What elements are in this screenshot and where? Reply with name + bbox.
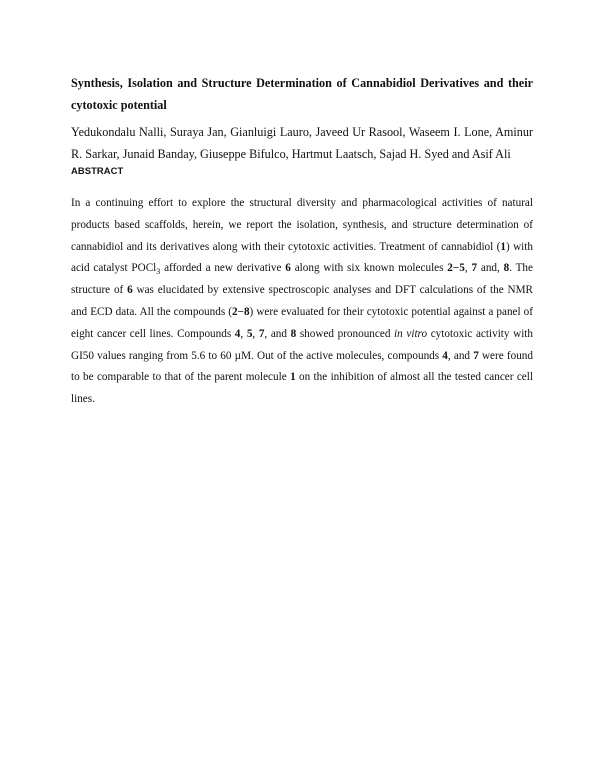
compound-number: 4 <box>234 327 241 340</box>
author-list: Yedukondalu Nalli, Suraya Jan, Gianluigi Lauro, Javeed Ur Rasool, Waseem I. Lone, Aminur R. Sarkar, Junaid Banday, Giuseppe Bifulco, Hartmut Laatsch, Sajad H. Syed and Asif Ali <box>71 125 533 161</box>
abstract-body <box>71 193 533 411</box>
compound-number: 7 <box>258 327 265 340</box>
compound-number: 4 <box>442 349 448 362</box>
italic-term: in vitro <box>394 327 428 340</box>
compound-number: 2 <box>231 305 238 318</box>
abstract-text: along with six known molecules <box>290 262 448 275</box>
compound-number: 1 <box>500 240 506 253</box>
abstract-text: In a continuing effort to explore the structural diversity and pharmacological activities of natural products based scaffolds, herein, we report the isolation, synthesis, and structure determination of cannabidiol and its derivatives along with their cytotoxic activities. Treatment of cannabidiol ( <box>71 197 533 253</box>
range-dash: − <box>237 305 244 318</box>
range-dash: − <box>452 262 460 275</box>
paper-title: Synthesis, Isolation and Structure Determination of Cannabidiol Derivatives and their cytotoxic potential <box>71 76 533 112</box>
subscript: 3 <box>156 267 161 277</box>
abstract-text: were found to be comparable to that of the parent molecule <box>71 349 533 384</box>
abstract-text: on the inhibition of almost all the tested cancer cell lines. <box>71 371 533 406</box>
abstract-text: and, <box>477 262 504 275</box>
abstract-text: , <box>464 262 472 275</box>
compound-number: 5 <box>246 327 253 340</box>
abstract-text: showed pronounced <box>296 327 395 340</box>
abstract-text: ) were evaluated for their cytotoxic potential against a panel of eight cancer cell lines. Compounds <box>71 305 533 340</box>
compound-number: 7 <box>471 262 478 275</box>
abstract-text: ) with acid catalyst POCl <box>71 240 533 275</box>
compound-number: 8 <box>290 327 297 340</box>
abstract-text: . The structure of <box>71 262 533 297</box>
compound-number: 6 <box>127 284 133 297</box>
abstract-text: afforded a new derivative <box>160 262 286 275</box>
abstract-text: was elucidated by extensive spectroscopic analyses and DFT calculations of the NMR and ECD data. All the compounds ( <box>71 284 533 318</box>
compound-number: 8 <box>243 305 250 318</box>
compound-number: 7 <box>473 349 479 362</box>
compound-number: 1 <box>290 371 296 384</box>
abstract-text: , <box>240 327 247 340</box>
abstract-heading: ABSTRACT <box>71 165 124 176</box>
compound-number: 6 <box>285 262 291 275</box>
abstract-text: , and <box>264 327 291 340</box>
abstract-text: , and <box>447 349 474 362</box>
abstract-text: , <box>252 327 259 340</box>
compound-number: 8 <box>503 262 510 275</box>
abstract-text: cytotoxic activity with GI50 values ranging from 5.6 to 60 µM. Out of the active molecules, compounds <box>71 327 534 362</box>
compound-number: 2 <box>447 262 453 275</box>
compound-number: 5 <box>459 262 465 275</box>
